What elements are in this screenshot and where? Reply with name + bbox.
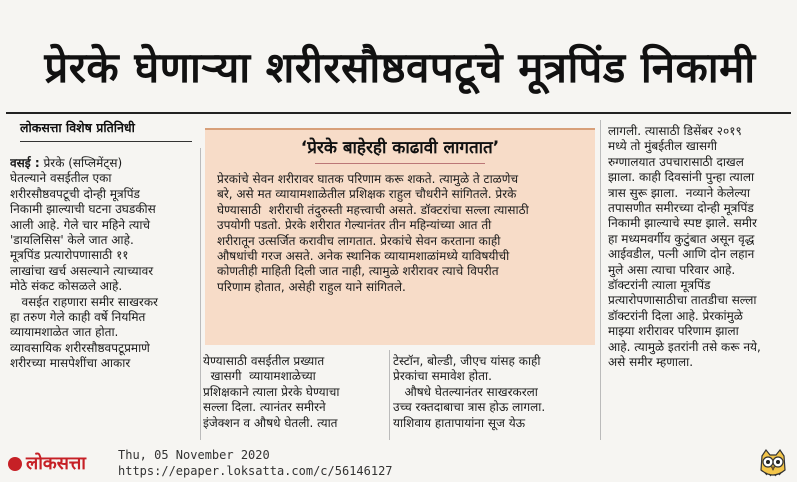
column-divider: [200, 148, 201, 440]
sidebar-box-title: ‘प्रेरके बाहेरही काढावी लागतात’: [300, 138, 500, 158]
article-column-3: टेस्टॉन, बोल्डी, जीएच यांसह काही प्रेरकांचा समावेश होता. औषधे घेतल्यानंतर साखरकरला उच्च रक्तदाबाचा त्रास होऊ लागला. याशिवाय हातापायांना सूज येऊ: [393, 354, 546, 430]
article-column-2: येण्यासाठी वसईतील प्रख्यात खासगी व्यायामशाळेच्या प्रशिक्षकाने त्याला प्रेरके घेण्याचा सल्ला दिला. त्यानंतर समीरने इंजेक्शन व औषधे घेतली. त्यात: [203, 354, 340, 430]
logo-text: लोकसत्ता: [26, 453, 86, 474]
byline: लोकसत्ता विशेष प्रतिनिधी: [20, 120, 135, 135]
sidebar-box-body: प्रेरकांचे सेवन शरीरावर घातक परिणाम करू शकते. त्यामुळे ते टाळणेच बरे, असे मत व्यायामशाळेतील प्रशिक्षक राहुल चौधरीने सांगितले. प्रेरके घेण्यासाठी शरीराची तंदुरुस्ती महत्त्वाची असते. डॉक्टरांचा सल्ला त्यासाठी उपयोगी पडतो. प्रेरके शरीरात गेल्यानंतर तीन महिन्यांच्या आत ती शरीरातून उत्सर्जित करावीच लागतात. प्रेरकांचे सेवन करताना काही औषधांची गरज असते. अनेक स्थानिक व्यायामशाळांमध्ये याविषयीची कोणतीही माहिती दिली जात नाही, त्यामुळे शरीरावर त्याचे विपरीत परिणाम होतात, असेही राहुल याने सांगितले.: [217, 172, 529, 294]
column-divider: [600, 120, 601, 440]
column-divider: [389, 350, 390, 440]
dateline: वसई :: [10, 156, 40, 170]
article-column-4: लागली. त्यासाठी डिसेंबर २०१९ मध्ये तो मुंबईतील खासगी रुग्णालयात उपचारासाठी दाखल झाला. काही दिवसांनी पुन्हा त्याला त्रास सुरू झाला. नव्याने केलेल्या तपासणीत समीरच्या दोन्ही मूत्रपिंड निकामी झाल्याचे स्पष्ट झाले. समीर हा मध्यमवर्गीय कुटुंबात असून वृद्ध आईवडील, पत्नी आणि दोन लहान मुले असा त्याचा परिवार आहे. डॉक्टरांनी त्याला मूत्रपिंड प्रत्यारोपणासाठीचा तातडीचा सल्ला डॉक्टरांनी दिला आहे. प्रेरकांमुळे माझ्या शरीरावर परिणाम झाला आहे. त्यामुळे इतरांनी तसे करू नये, असे समीर म्हणाला.: [608, 124, 761, 370]
byline-rule: [20, 141, 192, 142]
publish-date: Thu, 05 November 2020: [118, 448, 270, 462]
headline: प्रेरके घेणाऱ्या शरीरसौष्ठवपटूचे मूत्रपिंड निकामी: [44, 43, 756, 92]
owl-icon: [756, 448, 790, 480]
epaper-url[interactable]: https://epaper.loksatta.com/c/56146127: [118, 464, 393, 478]
article-column-1: [10, 156, 200, 372]
column-1-text: प्रेरके (सप्लिमेंट्स) घेतल्याने वसईतील एका शरीरसौष्ठवपटूची दोन्ही मूत्रपिंड निकामी झाल्याची घटना उघडकीस आली आहे. गेले चार महिने त्याचे 'डायलिसिस' केले जात आहे. मूत्रपिंड प्रत्यारोपणासाठी ११ लाखांचा खर्च असल्याने त्याच्यावर मोठे संकट कोसळले आहे. वसईत राहणारा समीर साखरकर हा तरुण गेले काही वर्षे नियमित व्यायामशाळेत जात होता. व्यावसायिक शरीरसौष्ठवपटूप्रमाणे शरीरच्या मासपेशींचा आकार: [10, 156, 158, 371]
sidebar-title-underline: [315, 163, 485, 164]
headline-rule: [6, 112, 791, 114]
logo-dot-icon: [8, 457, 22, 471]
sidebar-box: [205, 128, 595, 345]
loksatta-logo[interactable]: [8, 451, 112, 477]
epaper-footer: [0, 445, 797, 482]
